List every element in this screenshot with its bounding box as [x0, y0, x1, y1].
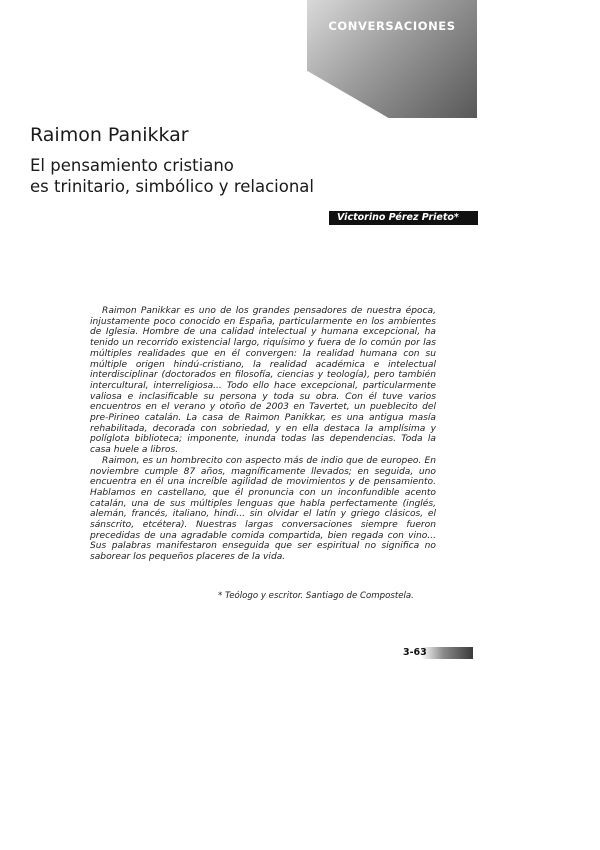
subtitle-line: El pensamiento cristiano [30, 156, 234, 175]
section-header-band [307, 0, 477, 118]
article-subtitle [30, 155, 314, 197]
body-paragraph: Raimon Panikkar es uno de los grandes pensadores de nuestra época, injustamente poco conocido en España, particularmente en los ambientes de Iglesia. Hombre de una calidad intelectual y humana excepcional, ha tenido un recorrido existencial largo, riquísimo y fuera de lo común por las múltiples realidades que en él convergen: la realidad humana con su múltiple origen hindú-cristiano, la realidad académica e intelectual interdisciplinar (doctorados en filosofía, ciencias y teología), pero también intercultural, interreligiosa... Todo ello hace excepcional, particularmente valiosa e inclasificable su persona y toda su obra. Con él tuve varios encuentros en el verano y otoño de 2003 en Tavertet, un pueblecito del pre-Pirineo catalán. La casa de Raimon Panikkar, es una antigua masía rehabilitada, decorada con sobriedad, y en ella destaca la amplísima y políglota biblioteca; imponente, inunda todas las dependencias. Toda la casa huele a libros. [90, 306, 436, 456]
article-body [90, 306, 436, 563]
author-byline: Victorino Pérez Prieto* [329, 211, 478, 225]
body-paragraph: Raimon, es un hombrecito con aspecto más de indio que de europeo. En noviembre cumple 87 años, magníficamente llevados; en seguida, uno encuentra en él una increíble agilidad de movimientos y de pensamiento. Hablamos en castellano, que él pronuncia con un inconfundible acento catalán, una de sus múltiples lenguas que habla perfectamente (inglés, alemán, francés, italiano, hindi... sin olvidar el latín y griego clásicos, el sánscrito, etcétera). Nuestras largas conversaciones siempre fueron precedidas de una agradable comida compartida, bien regada con vino... Sus palabras manifestaron enseguida que ser espiritual no significa no saborear los pequeños placeres de la vida. [90, 455, 436, 563]
subtitle-line: es trinitario, simbólico y relacional [30, 177, 314, 196]
footnote: * Teólogo y escritor. Santiago de Compostela. [218, 591, 414, 601]
page-number: 3-63 [403, 647, 427, 658]
section-label: CONVERSACIONES [328, 19, 456, 33]
article-title: Raimon Panikkar [30, 124, 189, 146]
